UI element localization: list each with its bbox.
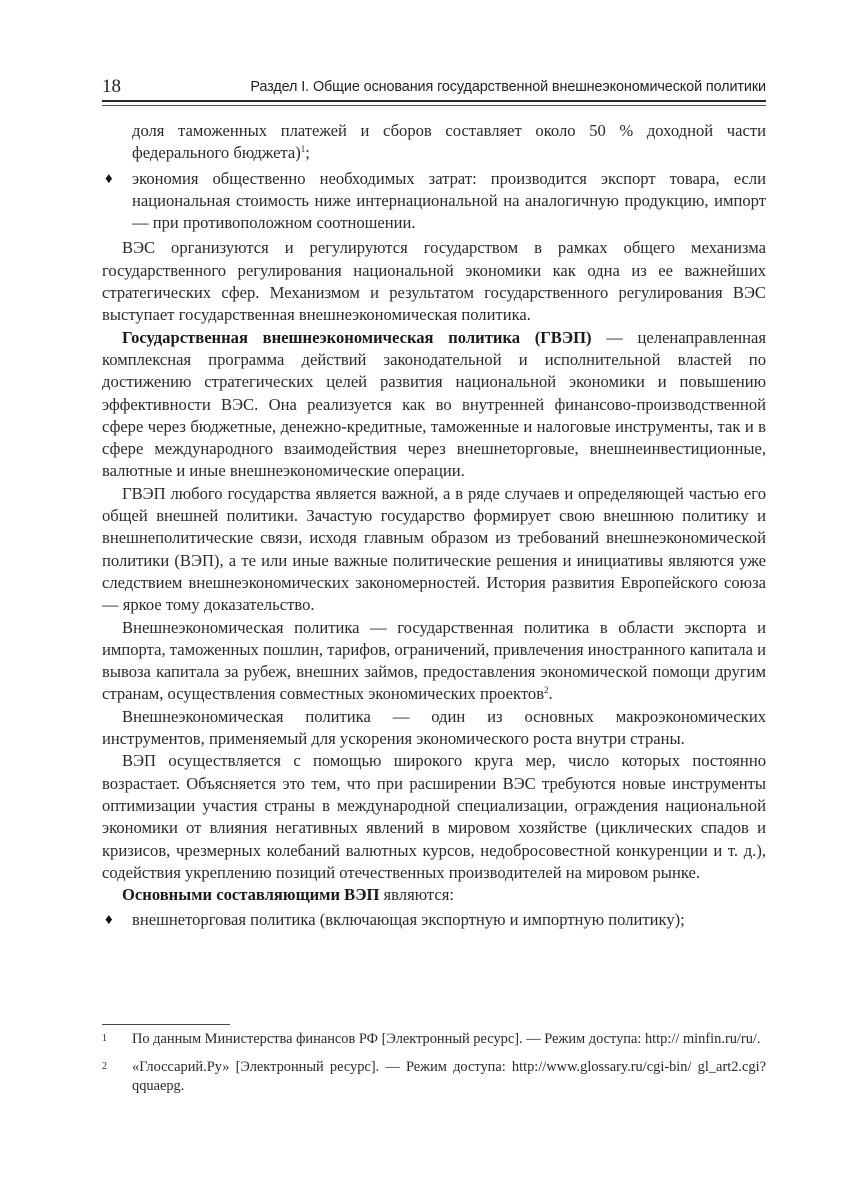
paragraph: ГВЭП любого государства является важной, а в ряде случаев и определяющей частью его общей внешней политики. Зачастую государство формирует свою внешнюю политику и внешнеполитические связи, исходя главным образом из требований внешнеэкономической политики (ВЭП), а те или иные важные политические решения и инициативы являются уже следствием внешнеэкономических закономерностей. История развития Европейского союза — яркое тому доказательство. <box>102 483 766 615</box>
paragraph-tail: . <box>548 684 553 704</box>
diamond-bullet-icon: ♦ <box>105 912 113 929</box>
body-text <box>102 120 766 935</box>
paragraph: ВЭС организуются и регулируются государством в рамках общего механизма государственного регулирования национальной экономики как одна из ее важнейших стратегических сфер. Механизмом и результатом государственного регулирования ВЭС выступает государственная внешнеэкономическая политика. <box>102 238 766 325</box>
header-rule-thick <box>102 100 766 102</box>
footnote-number: 1 <box>102 1033 107 1044</box>
paragraph-text: — целенаправленная комплексная программа действий законодательной и исполнительной властей по достижению стратегических целей развития национальной экономики и повышению эффективности ВЭС. Она реализуется как во внутренней финансово-производственной сфере через бюджетные, денежно-кредитные, таможенные и налоговые инструменты, так и в сфере международного взаимодействия через внешнеторговые, внешнеинвестиционные, валютные и иные внешнеэкономические операции. <box>102 327 766 481</box>
footnote-separator <box>102 1024 230 1025</box>
page-number: 18 <box>102 76 121 97</box>
footnote-text: По данным Министерства финансов РФ [Электронный ресурс]. — Режим доступа: http:// minfin.ru/ru/. <box>132 1031 761 1047</box>
diamond-bullet-icon: ♦ <box>105 170 113 187</box>
list-item-text: экономия общественно необходимых затрат: производится экспорт товара, если национальная стоимость ниже интернациональной на аналогичную продукцию, импорт — при противоположном соотношении. <box>132 168 766 233</box>
footnote-ref[interactable]: 2 <box>544 685 549 696</box>
defined-term: Основными составляющими ВЭП <box>122 885 380 905</box>
paragraph-text: доля таможенных платежей и сборов составляет около 50 % доходной части федерального бюджета) <box>132 121 766 163</box>
running-head <box>102 76 766 100</box>
paragraph-continuation <box>102 120 766 165</box>
footnote-ref[interactable]: 1 <box>300 144 306 155</box>
paragraph-tail: ; <box>305 143 310 163</box>
footnote <box>102 1030 766 1050</box>
list-item-text: внешнеторговая политика (включающая экспортную и импортную политику); <box>132 910 685 930</box>
footnote <box>102 1058 766 1097</box>
footnote-number: 2 <box>102 1060 107 1072</box>
section-title: Раздел I. Общие основания государственной внешнеэкономической политики <box>250 79 766 95</box>
paragraph-text: Внешнеэкономическая политика — государственная политика в области экспорта и импорта, таможенных пошлин, тарифов, ограничений, привлечения иностранного капитала и вывоза капитала за рубеж, внешних займов, предоставления экономической помощи другим странам, осуществления совместных экономических проектов <box>102 617 766 704</box>
footnote-text: «Глоссарий.Ру» [Электронный ресурс]. — Режим доступа: http://www.glossary.ru/cgi-bin/ gl_art2.cgi?qquaepg. <box>132 1058 766 1094</box>
paragraph-text: являются: <box>379 885 454 905</box>
list-item <box>102 168 766 235</box>
footnotes <box>102 1030 766 1105</box>
header-rule-thin <box>102 105 766 106</box>
defined-term: Государственная внешнеэкономическая политика (ГВЭП) <box>122 327 592 347</box>
paragraph: ВЭП осуществляется с помощью широкого круга мер, число которых постоянно возрастает. Объясняется это тем, что при расширении ВЭС требуются новые инструменты оптимизации участия страны в международной специализации, ограждения национальной экономики от влияния негативных явлений в мировом хозяйстве (циклических спадов и кризисов, чрезмерных колебаний валютных курсов, недобросовестной конкуренции и т. д.), содействия укреплению позиций отечественных производителей на мировом рынке. <box>102 751 766 882</box>
paragraph <box>102 617 766 706</box>
paragraph-definition <box>102 327 766 483</box>
list-item <box>102 909 766 931</box>
paragraph: Внешнеэкономическая политика — один из основных макроэкономических инструментов, применяемый для ускорения экономического роста внутри страны. <box>102 706 766 749</box>
paragraph-definition <box>102 884 766 906</box>
